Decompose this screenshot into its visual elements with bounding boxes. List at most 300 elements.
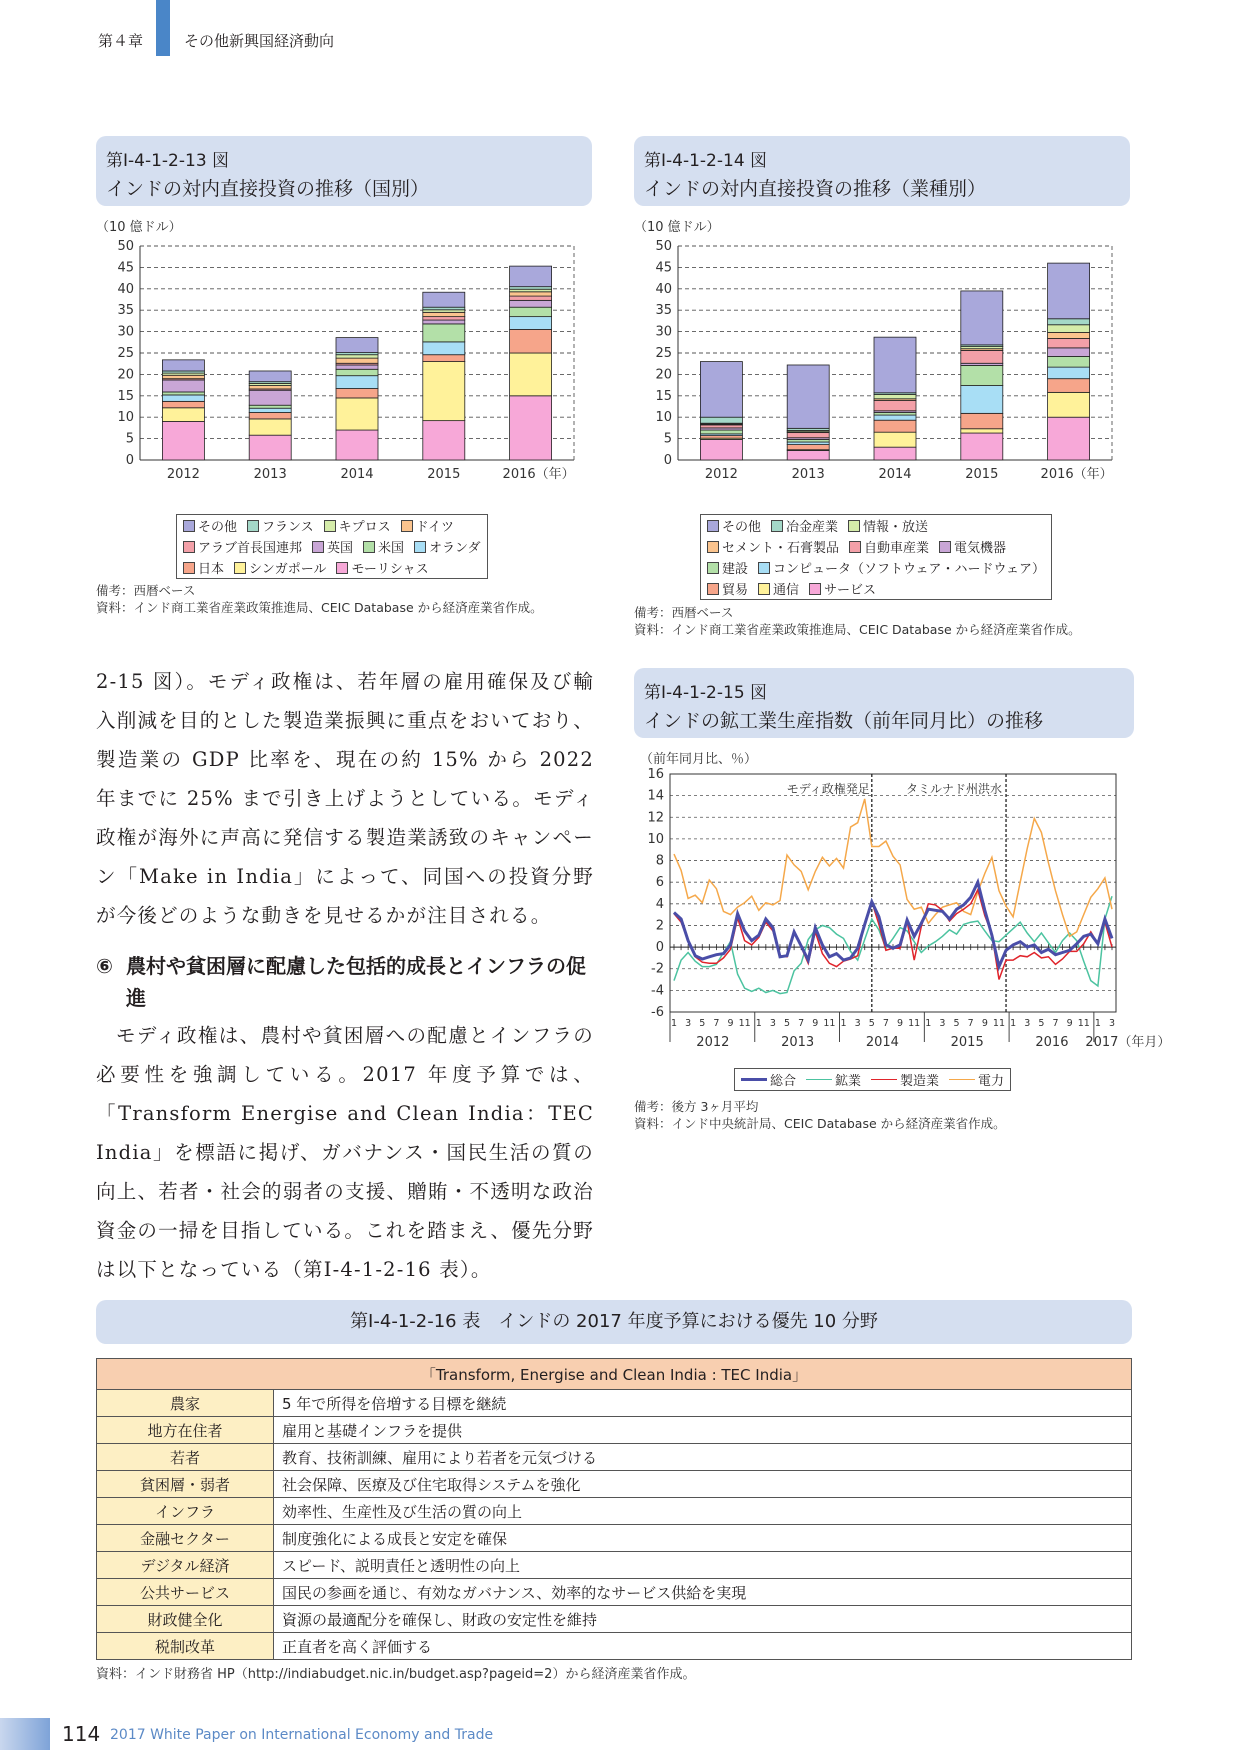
legend-label: 製造業 (900, 1074, 940, 1089)
month-label: 7 (1052, 1018, 1059, 1029)
legend-label: 通信 (773, 583, 800, 598)
bar-segment (336, 430, 378, 460)
bar-segment (336, 365, 378, 369)
legend-item (363, 537, 404, 556)
y-tick-label: 10 (647, 831, 664, 847)
bar-segment (510, 296, 552, 300)
month-label: 9 (981, 1018, 988, 1029)
y-tick-label: -2 (651, 961, 664, 977)
y-tick-label: 0 (125, 453, 134, 468)
bar-segment (1048, 379, 1090, 393)
x-tick-label: 2016（年） (1040, 467, 1113, 482)
bar-segment (700, 425, 742, 428)
x-tick-label: 2015 (965, 467, 999, 482)
fig15-legend (734, 1068, 1011, 1091)
bar-segment (423, 292, 465, 307)
bar-segment (336, 389, 378, 398)
legend-item (707, 537, 839, 556)
month-label: 11 (992, 1018, 1006, 1029)
bar-segment (787, 433, 829, 438)
y-tick-label: 35 (655, 303, 672, 319)
legend-row (177, 557, 487, 578)
bar-segment (249, 408, 291, 412)
y-tick-label: 2 (655, 918, 664, 934)
legend-label: ドイツ (415, 520, 455, 535)
bar-segment (961, 433, 1003, 460)
footer-accent-bar (0, 1718, 50, 1750)
bar-segment (336, 376, 378, 389)
bar-segment (700, 417, 742, 423)
bar-segment (700, 439, 742, 460)
legend-item (183, 558, 224, 577)
y-tick-label: 40 (117, 281, 134, 297)
bar-segment (162, 421, 204, 460)
legend-label: 情報・放送 (863, 520, 929, 535)
legend-swatch (806, 1079, 832, 1081)
y-tick-label: 0 (655, 940, 664, 956)
series-line-製造業 (674, 890, 1112, 980)
bar-segment (423, 317, 465, 320)
month-label: 3 (1024, 1018, 1031, 1029)
legend-label: 日本 (198, 562, 225, 577)
legend-label: シンガポール (249, 562, 327, 577)
bar-segment (336, 355, 378, 358)
legend-swatch (324, 520, 336, 532)
table-row (97, 1471, 1132, 1498)
year-label: 2017（年月） (1085, 1035, 1171, 1050)
section-number: ⑥ (96, 954, 113, 978)
month-label: 7 (798, 1018, 805, 1029)
legend-item (758, 579, 799, 598)
legend-label: 建設 (722, 562, 749, 577)
month-label: 5 (699, 1018, 706, 1029)
bar-segment (510, 396, 552, 460)
legend-label: コンピュータ（ソフトウェア・ハードウェア） (773, 562, 1045, 577)
bar-segment (423, 342, 465, 355)
table16 (96, 1358, 1132, 1660)
y-tick-label: 5 (663, 431, 672, 447)
legend-item (401, 516, 454, 535)
fig13-legend (176, 514, 488, 579)
table-row-label: 金融セクター (97, 1525, 274, 1552)
bar-segment (1048, 348, 1090, 357)
month-label: 3 (854, 1018, 861, 1029)
legend-label: 電気機器 (954, 541, 1007, 556)
year-label: 2013 (781, 1035, 815, 1050)
month-label: 3 (939, 1018, 946, 1029)
month-label: 9 (897, 1018, 904, 1029)
month-label: 11 (908, 1018, 921, 1029)
table-row (97, 1633, 1132, 1660)
table-row-label: インフラ (97, 1498, 274, 1525)
bar-segment (423, 355, 465, 362)
y-tick-label: 8 (655, 853, 664, 869)
bar-segment (700, 430, 742, 434)
fig14-legend (700, 514, 1052, 600)
bar-segment (423, 320, 465, 324)
legend-swatch (414, 541, 426, 553)
x-tick-label: 2012 (166, 467, 200, 482)
legend-swatch (771, 520, 783, 532)
fig14-source: 資料：インド商工業省産業政策推進局、CEIC Database から経済産業省作成。 (634, 622, 1081, 637)
fig13-unit: （10 億ドル） (96, 220, 182, 235)
legend-label: フランス (262, 520, 314, 535)
legend-item (183, 516, 237, 535)
y-tick-label: 0 (663, 453, 672, 468)
legend-label: サービス (824, 583, 877, 598)
table-row (97, 1579, 1132, 1606)
table-row-label: 貧困層・弱者 (97, 1471, 274, 1498)
legend-swatch (949, 1079, 975, 1081)
legend-label: その他 (198, 520, 238, 535)
legend-swatch (849, 541, 861, 553)
y-tick-label: 30 (655, 324, 672, 340)
fig14-unit: （10 億ドル） (634, 220, 720, 235)
table-row (97, 1390, 1132, 1417)
fig14-chart (634, 232, 1134, 512)
legend-row (701, 515, 1051, 536)
table-row-text: スピード、説明責任と透明性の向上 (274, 1552, 1132, 1579)
bar-segment (249, 435, 291, 460)
legend-item (806, 1070, 861, 1089)
bar-segment (874, 401, 916, 411)
bar-segment (249, 371, 291, 382)
y-tick-label: 16 (647, 767, 664, 782)
bar-segment (249, 412, 291, 418)
y-tick-label: 15 (655, 388, 672, 404)
table-row-text: 制度強化による成長と安定を確保 (274, 1525, 1132, 1552)
legend-label: モーリシャス (351, 562, 429, 577)
month-label: 3 (769, 1018, 776, 1029)
table-row (97, 1552, 1132, 1579)
bar-segment (162, 375, 204, 378)
legend-swatch (871, 1079, 897, 1081)
bar-segment (162, 380, 204, 392)
bar-segment (1048, 325, 1090, 333)
year-label: 2012 (696, 1035, 730, 1050)
bar-segment (336, 358, 378, 363)
plot-frame (670, 774, 1116, 1012)
section-title: 農村や貧困層に配慮した包括的成長とインフラの促進 (126, 954, 586, 1010)
legend-label: 英国 (327, 541, 354, 556)
legend-item (949, 1070, 1004, 1089)
legend-item (707, 579, 748, 598)
legend-label: アラブ首長国連邦 (198, 541, 303, 556)
table-row-label: 財政健全化 (97, 1606, 274, 1633)
month-label: 1 (925, 1018, 932, 1029)
year-label: 2014 (865, 1035, 899, 1050)
fig14-number: 第Ⅰ-4-1-2-14 図 (644, 151, 768, 171)
month-label: 5 (784, 1018, 791, 1029)
legend-label: 総合 (770, 1074, 797, 1089)
bar-segment (162, 360, 204, 371)
fig15-source: 資料：インド中央統計局、CEIC Database から経済産業省作成。 (634, 1116, 1006, 1131)
event-label: モディ政権発足 (786, 782, 870, 797)
legend-swatch (247, 520, 259, 532)
chapter-accent-bar (156, 0, 170, 56)
legend-item (234, 558, 326, 577)
legend-item (848, 516, 928, 535)
table-row (97, 1498, 1132, 1525)
legend-label: キプロス (338, 520, 391, 535)
bar-segment (336, 398, 378, 430)
legend-item (758, 558, 1045, 577)
legend-item (312, 537, 353, 556)
bar-segment (249, 386, 291, 389)
y-tick-label: 12 (647, 810, 664, 826)
legend-item (741, 1070, 796, 1089)
bar-segment (1048, 392, 1090, 417)
legend-swatch (707, 541, 719, 553)
legend-item (183, 537, 302, 556)
table-row-text: 効率性、生産性及び生活の質の向上 (274, 1498, 1132, 1525)
month-label: 1 (1010, 1018, 1017, 1029)
bar-segment (961, 350, 1003, 363)
event-label: タミルナド州洪水 (906, 782, 1003, 797)
legend-label: 電力 (978, 1074, 1005, 1089)
bar-segment (1048, 263, 1090, 319)
legend-label: 米国 (378, 541, 405, 556)
table-row-label: 地方在住者 (97, 1417, 274, 1444)
bar-segment (336, 369, 378, 375)
fig13-source: 資料：インド商工業省産業政策推進局、CEIC Database から経済産業省作成。 (96, 600, 543, 615)
table-row-text: 社会保障、医療及び住宅取得システムを強化 (274, 1471, 1132, 1498)
legend-item (336, 558, 428, 577)
y-tick-label: 50 (117, 239, 134, 254)
legend-item (871, 1070, 939, 1089)
y-tick-label: -4 (651, 983, 664, 999)
x-tick-label: 2014 (340, 467, 374, 482)
year-label: 2015 (950, 1035, 984, 1050)
fig13-chart (96, 232, 596, 512)
table-row (97, 1606, 1132, 1633)
bar-segment (423, 312, 465, 316)
legend-row (701, 578, 1051, 599)
y-tick-label: 6 (655, 875, 664, 891)
month-label: 1 (840, 1018, 847, 1029)
table-row-label: 税制改革 (97, 1633, 274, 1660)
month-label: 7 (967, 1018, 974, 1029)
bar-segment (961, 291, 1003, 345)
legend-swatch (183, 520, 195, 532)
table16-source: 資料：インド財務省 HP（http://indiabudget.nic.in/budget.asp?pageid=2）から経済産業省作成。 (96, 1667, 696, 1682)
legend-swatch (312, 541, 324, 553)
bar-segment (162, 392, 204, 395)
bar-segment (700, 362, 742, 418)
table16-caption: 第Ⅰ-4-1-2-16 表 インドの 2017 年度予算における優先 10 分野 (96, 1300, 1132, 1344)
y-tick-label: 40 (655, 281, 672, 297)
bar-segment (510, 292, 552, 296)
bar-segment (1048, 338, 1090, 347)
y-tick-label: 25 (117, 346, 134, 361)
fig15-number: 第Ⅰ-4-1-2-15 図 (644, 683, 768, 703)
month-label: 1 (670, 1018, 678, 1029)
legend-row (177, 536, 487, 557)
legend-item (247, 516, 314, 535)
legend-swatch (234, 562, 246, 574)
bar-segment (336, 338, 378, 353)
bar-segment (1048, 367, 1090, 379)
y-tick-label: 35 (117, 303, 134, 319)
legend-label: 鉱業 (835, 1074, 862, 1089)
legend-swatch (758, 583, 770, 595)
legend-swatch (707, 520, 719, 532)
y-tick-label: -6 (651, 1005, 664, 1020)
bar-segment (961, 365, 1003, 385)
legend-swatch (758, 562, 770, 574)
legend-label: 自動車産業 (864, 541, 930, 556)
fig13-title-box (96, 136, 592, 206)
page-number: 114 (62, 1722, 101, 1746)
legend-item (939, 537, 1006, 556)
bar-segment (249, 390, 291, 405)
bar-segment (423, 324, 465, 342)
legend-row (177, 515, 487, 536)
legend-swatch (707, 583, 719, 595)
bar-segment (874, 395, 916, 399)
bar-segment (787, 445, 829, 450)
legend-item (707, 516, 761, 535)
bar-segment (510, 307, 552, 316)
legend-item (809, 579, 876, 598)
bar-segment (787, 451, 829, 460)
fig15-note: 備考：後方 3ヶ月平均 (634, 1099, 759, 1114)
fig13-number: 第Ⅰ-4-1-2-13 図 (106, 151, 230, 171)
bar-segment (510, 300, 552, 307)
table-row-text: 正直者を高く評価する (274, 1633, 1132, 1660)
legend-swatch (363, 541, 375, 553)
bar-segment (1048, 332, 1090, 338)
body-paragraph-2: モディ政権は、農村や貧困層への配慮とインフラの必要性を強調している。2017 年度予算では、「Transform Energise and Clean India：TEC India」を標語に掲げ、ガバナンス・国民生活の質の向上、若者・社会的弱者の支援、贈賄・不透明な政治資金の一掃を目指している。これを踏まえ、優先分野は以下となっている（第Ⅰ-4-1-2-16 表）。 (96, 1024, 594, 1281)
legend-swatch (183, 541, 195, 553)
y-tick-label: 45 (117, 260, 134, 276)
y-tick-label: 25 (655, 346, 672, 361)
month-label: 3 (1108, 1018, 1116, 1029)
legend-label: セメント・石膏製品 (722, 541, 840, 556)
bar-segment (162, 408, 204, 422)
table-row-label: 公共サービス (97, 1579, 274, 1606)
legend-swatch (336, 562, 348, 574)
y-tick-label: 10 (117, 410, 134, 426)
month-label: 5 (868, 1018, 875, 1029)
bar-segment (874, 420, 916, 432)
legend-row (701, 536, 1051, 557)
table-row-text: 5 年で所得を倍増する目標を継続 (274, 1390, 1132, 1417)
x-tick-label: 2013 (253, 467, 287, 482)
chapter-title: その他新興国経済動向 (184, 32, 335, 50)
table-row-text: 雇用と基礎インフラを提供 (274, 1417, 1132, 1444)
month-label: 9 (812, 1018, 819, 1029)
fig15-title-box (634, 668, 1134, 738)
bar-segment (874, 447, 916, 460)
legend-swatch (707, 562, 719, 574)
legend-item (324, 516, 391, 535)
fig13-title: インドの対内直接投資の推移（国別） (106, 178, 430, 200)
y-tick-label: 15 (117, 388, 134, 404)
table16-header: 「Transform, Energise and Clean India : TEC India」 (97, 1359, 1132, 1390)
month-label: 5 (953, 1018, 960, 1029)
bar-segment (510, 353, 552, 396)
fig15-unit: （前年同月比、％） (640, 752, 758, 767)
month-label: 11 (1077, 1018, 1090, 1029)
bar-segment (162, 401, 204, 407)
x-tick-label: 2014 (878, 467, 912, 482)
bar-segment (249, 419, 291, 435)
month-label: 11 (823, 1018, 836, 1029)
chapter-label: 第４章 (98, 32, 144, 50)
legend-label: 冶金産業 (786, 520, 839, 535)
bar-segment (787, 365, 829, 428)
month-label: 7 (882, 1018, 889, 1029)
month-label: 3 (685, 1018, 692, 1029)
x-tick-label: 2016（年） (502, 467, 575, 482)
legend-label: オランダ (429, 541, 481, 556)
legend-swatch (183, 562, 195, 574)
legend-swatch (401, 520, 413, 532)
month-label: 5 (1038, 1018, 1045, 1029)
bar-segment (961, 429, 1003, 433)
y-tick-label: 14 (647, 788, 664, 804)
legend-swatch (848, 520, 860, 532)
x-tick-label: 2012 (704, 467, 738, 482)
month-label: 9 (727, 1018, 734, 1029)
footer-title: 2017 White Paper on International Economy and Trade (110, 1727, 494, 1743)
fig13-note: 備考：西暦ベース (96, 583, 196, 598)
bar-segment (1048, 356, 1090, 367)
table-row-text: 資源の最適配分を確保し、財政の安定性を維持 (274, 1606, 1132, 1633)
legend-swatch (741, 1078, 767, 1081)
bar-segment (874, 415, 916, 420)
legend-row (701, 557, 1051, 578)
bar-segment (510, 329, 552, 353)
bar-segment (961, 386, 1003, 414)
legend-label: 貿易 (722, 583, 749, 598)
bar-segment (423, 421, 465, 460)
x-tick-label: 2015 (427, 467, 461, 482)
bar-segment (874, 337, 916, 393)
legend-row (735, 1069, 1010, 1090)
y-tick-label: 20 (117, 367, 134, 383)
x-tick-label: 2013 (791, 467, 825, 482)
table-row-label: 若者 (97, 1444, 274, 1471)
y-tick-label: 30 (117, 324, 134, 340)
legend-item (414, 537, 480, 556)
year-label: 2016 (1035, 1035, 1069, 1050)
legend-swatch (809, 583, 821, 595)
bar-segment (1048, 319, 1090, 325)
bar-segment (162, 395, 204, 401)
legend-item (849, 537, 929, 556)
month-label: 9 (1066, 1018, 1073, 1029)
body-paragraph-1: 2-15 図）。モディ政権は、若年層の雇用確保及び輸入削減を目的とした製造業振興に重点をおいており、製造業の GDP 比率を、現在の約 15% から 2022 年までに 25% まで引き上げようとしている。モディ政権が海外に声高に発信する製造業誘致のキャンペーン「Make in India」によって、同国への投資分野が今後どのような動きを見せるかが注目される。 (96, 670, 594, 927)
month-label: 11 (738, 1018, 751, 1029)
bar-segment (961, 413, 1003, 428)
fig15-title: インドの鉱工業生産指数（前年同月比）の推移 (644, 710, 1044, 732)
y-tick-label: 5 (125, 431, 134, 447)
bar-segment (510, 266, 552, 287)
month-label: 7 (713, 1018, 720, 1029)
table-row-text: 国民の参画を通じ、有効なガバナンス、効率的なサービス供給を実現 (274, 1579, 1132, 1606)
bar-segment (249, 405, 291, 408)
table-row (97, 1525, 1132, 1552)
bar-segment (874, 432, 916, 447)
bar-segment (510, 317, 552, 330)
y-tick-label: 4 (655, 896, 664, 912)
table-row-text: 教育、技術訓練、雇用により若者を元気づける (274, 1444, 1132, 1471)
table-row-label: デジタル経済 (97, 1552, 274, 1579)
fig14-title-box (634, 136, 1130, 206)
y-tick-label: 10 (655, 410, 672, 426)
